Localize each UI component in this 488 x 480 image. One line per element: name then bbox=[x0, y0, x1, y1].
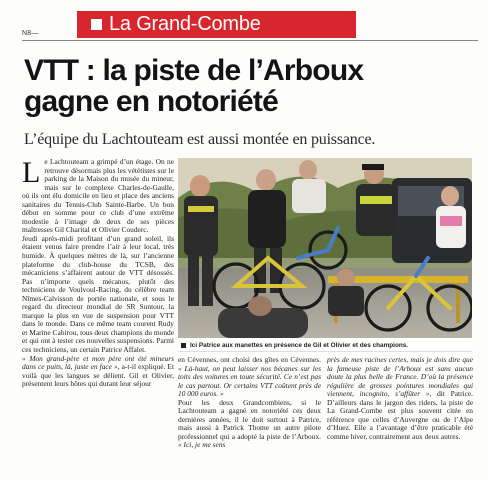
paragraph bbox=[178, 399, 321, 450]
header-rule bbox=[22, 40, 478, 41]
paragraph-text: Pour les deux Grandcombiens, si le Lachtouteam a gagné en notoriété ces deux dernières années, il le doit surtout à Patrice, mais aussi à Patrick Thome un autre pilote professionnel qui a adopté la piste de l’Arboux. bbox=[178, 397, 321, 441]
quote-text: « Ici, je me sens bbox=[178, 440, 226, 450]
paragraph bbox=[327, 356, 473, 441]
body-column-1 bbox=[22, 158, 174, 476]
standfirst: L’équipe du Lachtouteam est aussi montée en puissance. bbox=[24, 131, 376, 148]
dropcap: L bbox=[22, 158, 41, 189]
paragraph-text: en Cévennes, ont choisi des gîtes en Cévennes. bbox=[178, 356, 321, 364]
paragraph-text: e Lachtouteam a grimpé d’un étage. On ne retrouve désormais plus les vététistes sur le parking de la Maison du musée du mineur, mais sur le complexe Charles-de-Gaulle, où ils ont élu domicile en lieu et place des anciens sanitaires du Tennis-Club Sainte-Barbe. Un bon début en somme pour ce club d’une extrême modestie à l’image de deux de ses pièces maîtresses Gil Charital et Olivier Couderc. bbox=[22, 158, 174, 235]
body-column-2 bbox=[178, 356, 321, 476]
square-icon bbox=[181, 343, 186, 348]
paragraph bbox=[178, 356, 321, 399]
quote-text: « Là-haut, on peut laisser nos bécanes sur les toits des voitures en toute sécurité. Ce n’est pas le cas partout. Or certains VTT coûtent près de 10 000 euros. » bbox=[178, 363, 321, 399]
quote-text: près de mes racines certes, mais je dois dire que la fameuse piste de l’Arboux est sans aucun doute la plus belle de France. D’où la présence régulière de grosses pointures mondiales qui viennent, incognito, s’affûter » bbox=[327, 356, 473, 399]
page-number: N8— bbox=[22, 30, 39, 37]
section-label: La Grand-Combe bbox=[109, 13, 261, 35]
article-photo bbox=[178, 158, 472, 338]
body-column-3 bbox=[327, 356, 473, 476]
section-banner bbox=[77, 11, 356, 38]
paragraph-text: , a-t-il expliqué. Et voilà que les langues se délient. Gil et Olivier, présentent leurs hôtes qui durant leur séjour bbox=[22, 362, 174, 389]
paragraph bbox=[22, 235, 174, 355]
caption-text: Ici Patrice aux manettes en présence de Gil et Olivier et des champions. bbox=[190, 341, 409, 349]
photo-caption bbox=[178, 339, 472, 352]
paragraph bbox=[22, 158, 174, 235]
headline-line-1: VTT : la piste de l’Arboux bbox=[24, 54, 364, 87]
paragraph bbox=[22, 355, 174, 389]
headline-line-2: gagne en notoriété bbox=[24, 85, 278, 118]
paragraph-text: , dit Patrice. D’ailleurs dans le jargon des riders, la piste de La Grand-Combe est plus souvent citée en référence que celles d’Auvergne ou de l’Alpe d’Huez. Elle a l’avantage d’être praticable été comme hiver, contrairement aux deux autres. bbox=[327, 389, 473, 441]
photo-illustration bbox=[178, 158, 472, 338]
paragraph-text: Jeudi après-midi profitant d’un grand soleil, ils étaient venus faire prendre l’air à leur local, très humide. À quelques mètres de là, sur l’ancienne plateforme du club-house du TCSB, des mécaniciens s’affairent autour de VTT désossés. Pas n’importe quels mécanos, plutôt des techniciens de Voulvoul-Racing, du célèbre team Nîmes-Calvisson de portée nationale, et sous le regard du directeur mondial de SR Suntour, la marque la plus en vue de suspension pour VTT dans le monde. Dans ce même team courent Rudy et Marine Cabirou, tous deux champions du monde et qui ont à tester ces nouvelles suspensions. Parmi ces techniciens, un certain Patrice Affalet. bbox=[22, 233, 174, 355]
square-icon bbox=[91, 19, 102, 30]
headline bbox=[24, 55, 474, 117]
quote-text: « Mon grand-père et mon père ont été mineurs dans ce puits, là, juste en face » bbox=[22, 353, 174, 372]
